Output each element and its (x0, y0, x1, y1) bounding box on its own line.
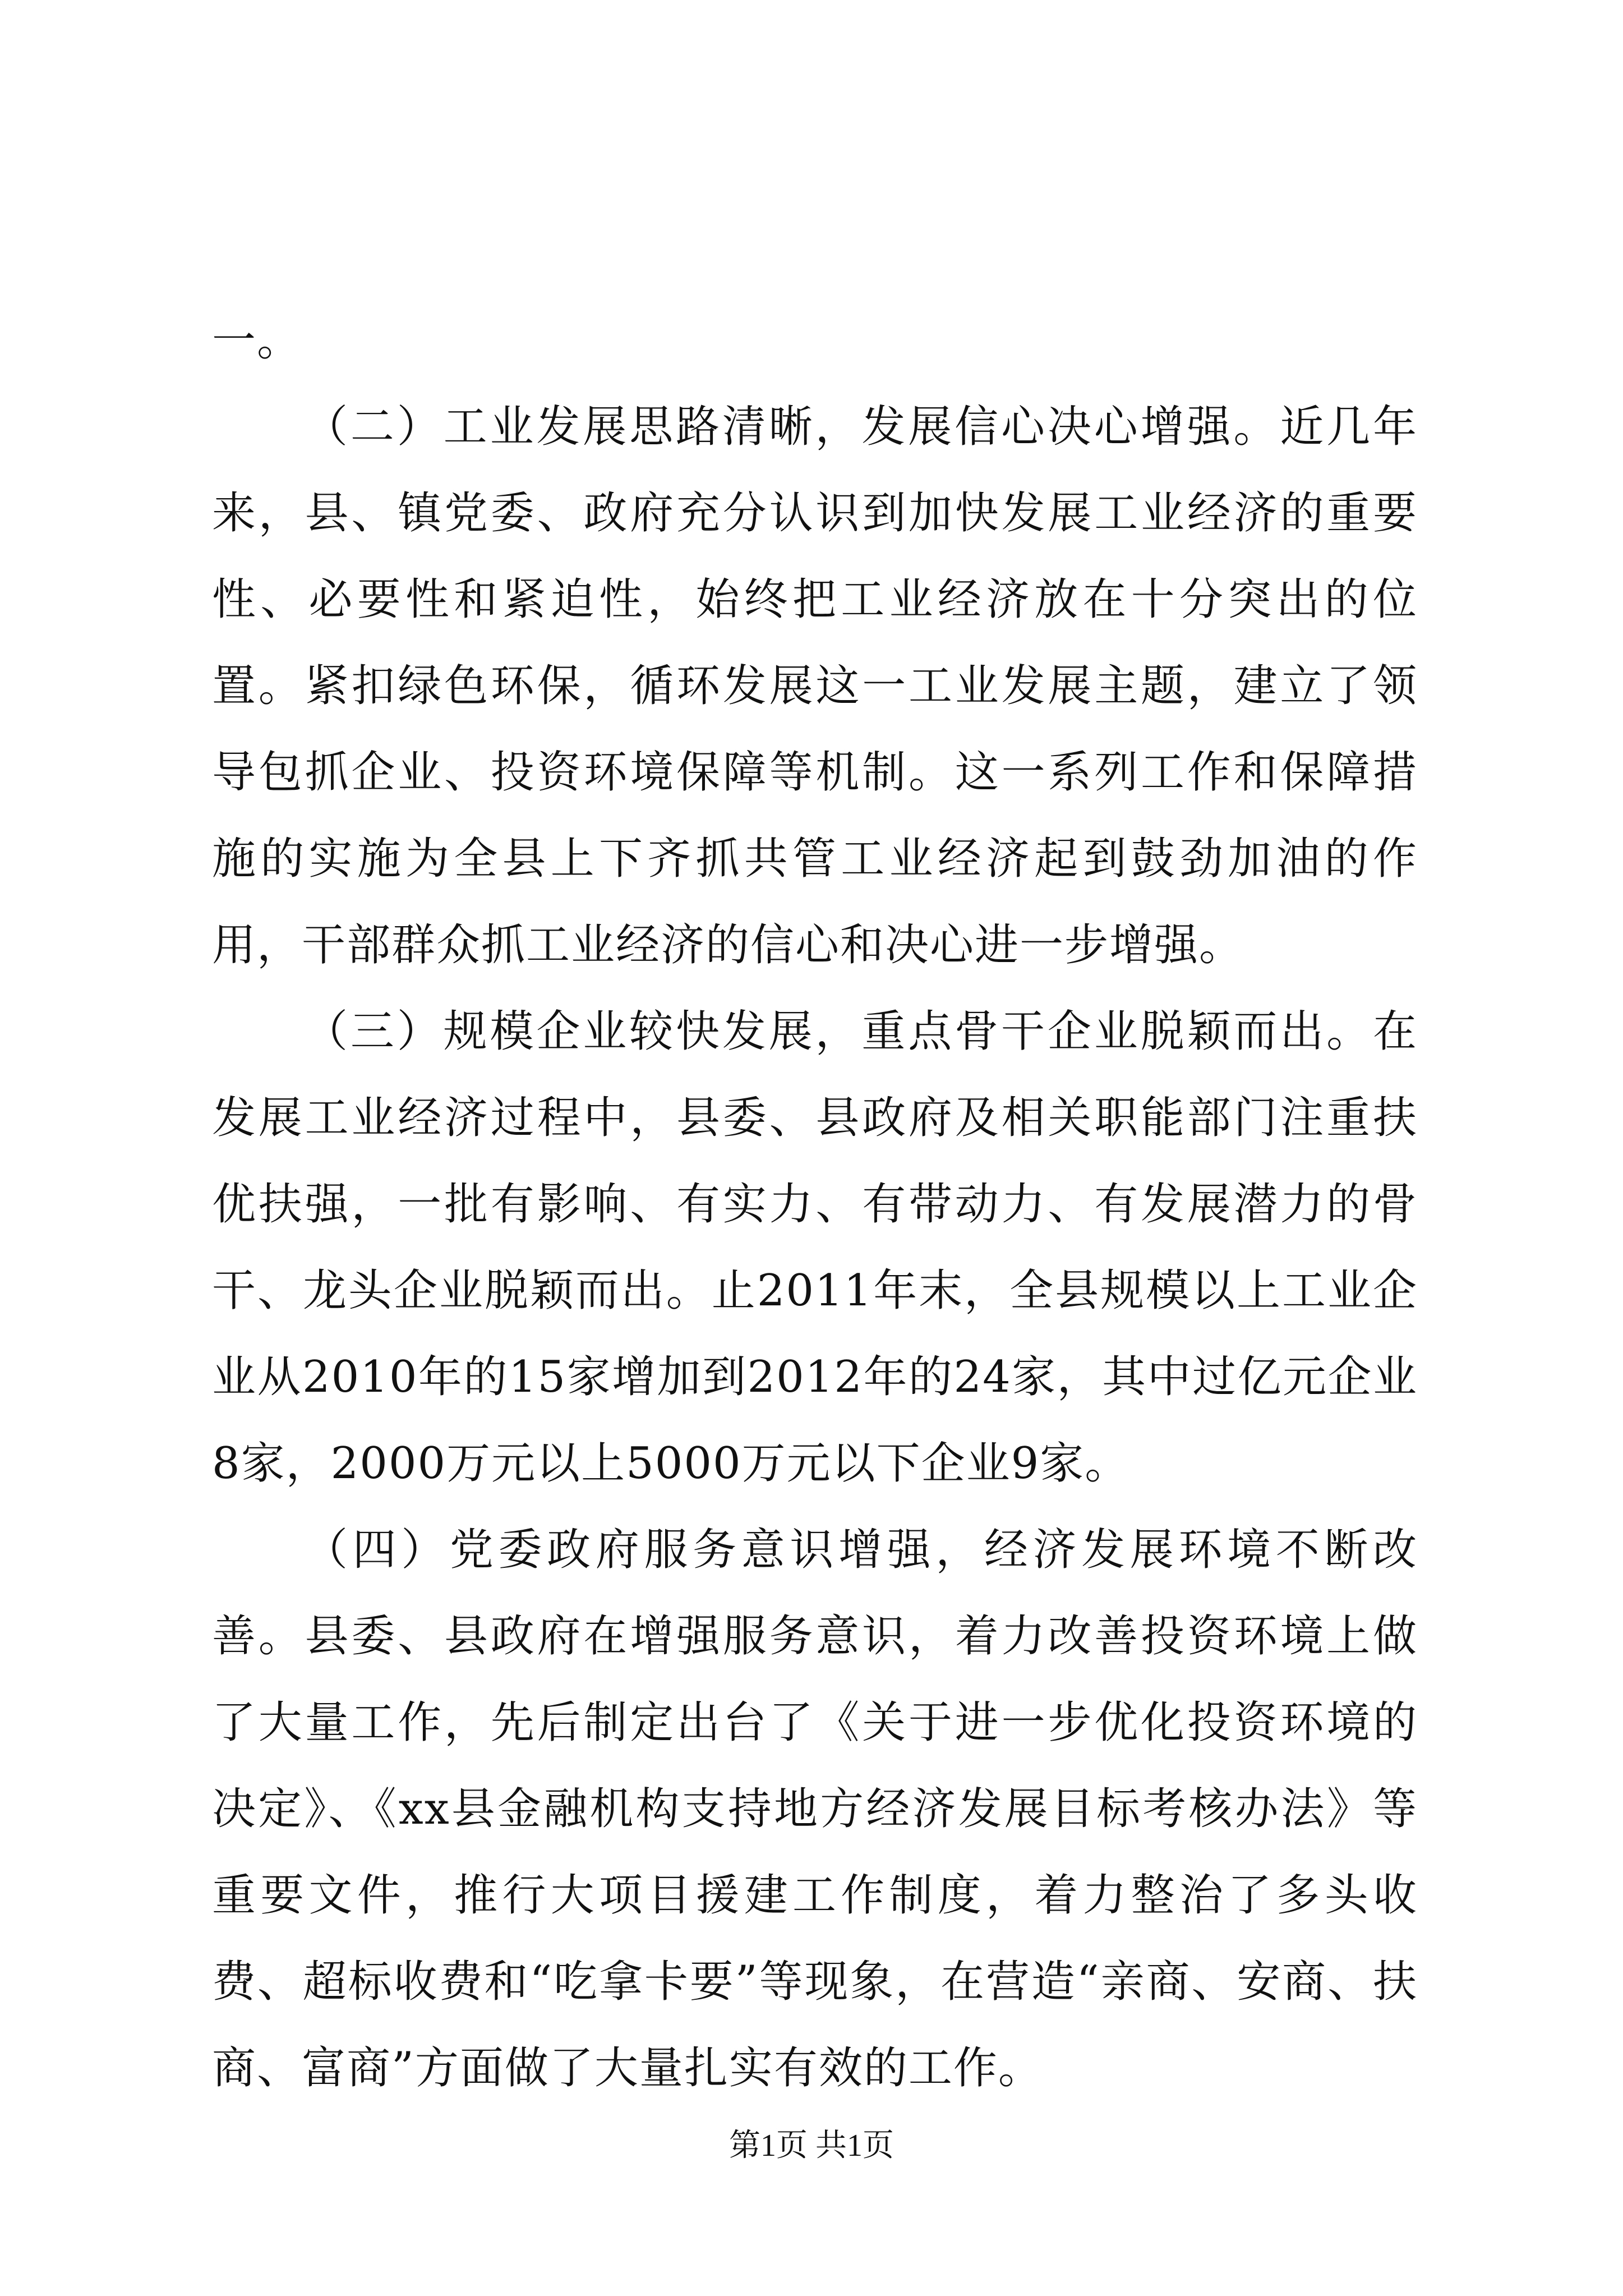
paragraph-section-3: （三）规模企业较快发展，重点骨干企业脱颖而出。在发展工业经济过程中，县委、县政府及相关职能部门注重扶优扶强，一批有影响、有实力、有带动力、有发展潜力的骨干、龙头企业脱颖而出。止2011年末，全县规模以上工业企业从2010年的15家增加到2012年的24家，其中过亿元企业8家，2000万元以上5000万元以下企业9家。 (212, 1006, 1418, 1489)
paragraph-section-4: （四）党委政府服务意识增强，经济发展环境不断改善。县委、县政府在增强服务意识，着力改善投资环境上做了大量工作，先后制定出台了《关于进一步优化投资环境的决定》、《xx县金融机构支持地方经济发展目标考核办法》等重要文件，推行大项目援建工作制度，着力整治了多头收费、超标收费和“吃拿卡要”等现象，在营造“亲商、安商、扶商、富商”方面做了大量扎实有效的工作。 (212, 1525, 1418, 2093)
paragraph-continuation: 一。 (212, 315, 302, 366)
document-body (212, 297, 1418, 2111)
paragraph-section-2: （二）工业发展思路清晰，发展信心决心增强。近几年来，县、镇党委、政府充分认识到加快发展工业经济的重要性、必要性和紧迫性，始终把工业经济放在十分突出的位置。紧扣绿色环保，循环发展这一工业发展主题，建立了领导包抓企业、投资环境保障等机制。这一系列工作和保障措施的实施为全县上下齐抓共管工业经济起到鼓劲加油的作用，干部群众抓工业经济的信心和决心进一步增强。 (212, 402, 1418, 970)
page-footer: 第1页 共1页 (729, 2128, 894, 2163)
